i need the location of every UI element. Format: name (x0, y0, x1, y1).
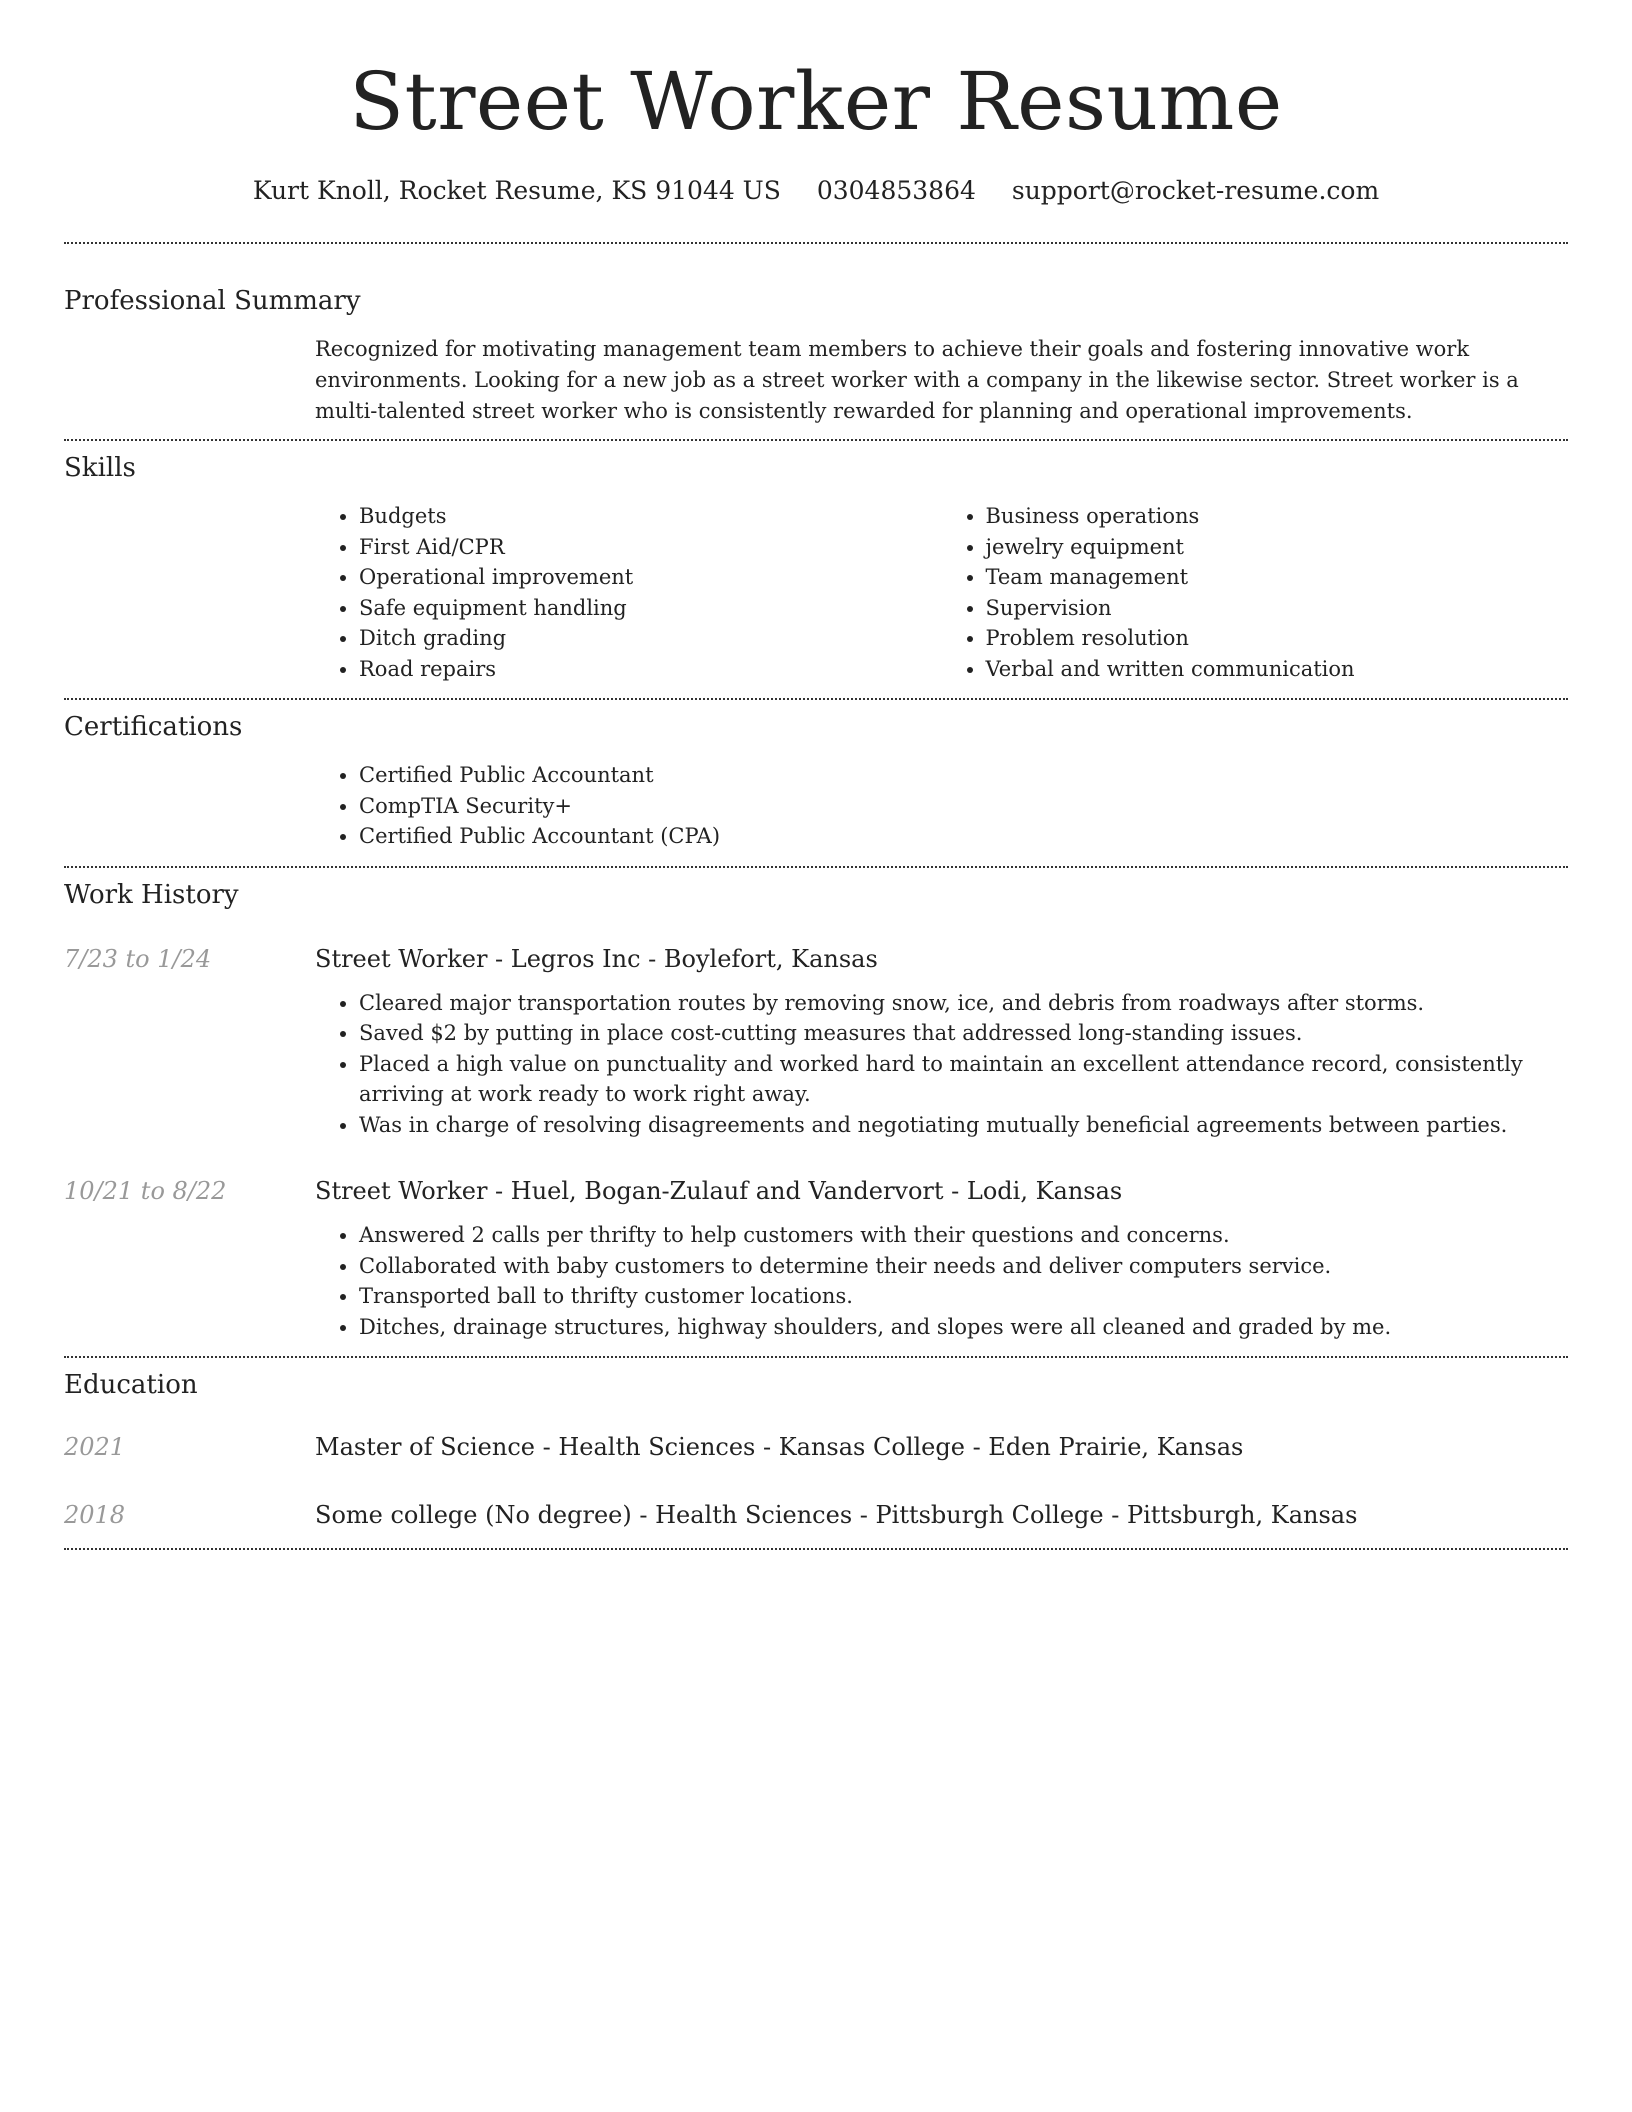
job-bullets (315, 1220, 1568, 1342)
skill-item: • Safe equipment handling (359, 593, 942, 624)
job-entry (64, 942, 1568, 1141)
skill-item: • Verbal and written communication (986, 654, 1569, 685)
degree-entry (64, 1430, 1568, 1464)
job-date: 10/21 to 8/22 (64, 1177, 227, 1205)
skill-item: • Budgets (359, 501, 942, 532)
section-title: Work History (64, 879, 239, 910)
professional-summary-section (64, 244, 1568, 439)
section-title: Professional Summary (64, 286, 361, 316)
degree-entry (64, 1498, 1568, 1532)
job-heading: Street Worker - Huel, Bogan-Zulauf and Vandervort - Lodi, Kansas (315, 1177, 1123, 1205)
job-bullet: • Cleared major transportation routes by removing snow, ice, and debris from roadways after storms. (359, 988, 1568, 1019)
skill-item: • Road repairs (359, 654, 942, 685)
education-section (64, 1358, 1568, 1548)
degree-date: 2018 (64, 1501, 126, 1529)
certifications-section (64, 700, 1568, 866)
skill-item: • Problem resolution (986, 623, 1569, 654)
job-bullet: • Ditches, drainage structures, highway shoulders, and slopes were all cleaned and graded by me. (359, 1312, 1568, 1343)
job-bullet: • Transported ball to thrifty customer locations. (359, 1281, 1568, 1312)
job-bullet: • Was in charge of resolving disagreements and negotiating mutually beneficial agreements between parties. (359, 1110, 1568, 1141)
certifications-list (315, 760, 1568, 852)
skill-item: • Supervision (986, 593, 1569, 624)
certification-item: • Certified Public Accountant (CPA) (359, 821, 1568, 852)
contact-line (64, 174, 1568, 208)
job-bullet: • Collaborated with baby customers to determine their needs and deliver computers service. (359, 1251, 1568, 1282)
degree-heading: Some college (No degree) - Health Sciences - Pittsburgh College - Pittsburgh, Kansas (315, 1501, 1358, 1529)
resume-page (64, 0, 1568, 1550)
resume-title: Street Worker Resume (349, 55, 1283, 148)
job-entry (64, 1174, 1568, 1342)
skill-item: • First Aid/CPR (359, 532, 942, 563)
certification-item: • CompTIA Security+ (359, 791, 1568, 822)
contact-phone: 0304853864 (816, 176, 976, 205)
degree-heading: Master of Science - Health Sciences - Kansas College - Eden Prairie, Kansas (315, 1433, 1244, 1461)
degree-date: 2021 (64, 1433, 126, 1461)
job-bullets (315, 988, 1568, 1141)
job-heading: Street Worker - Legros Inc - Boylefort, Kansas (315, 944, 878, 973)
skill-item: • Ditch grading (359, 623, 942, 654)
skill-item: • jewelry equipment (986, 532, 1569, 563)
certification-item: • Certified Public Accountant (359, 760, 1568, 791)
job-bullet: • Saved $2 by putting in place cost-cutting measures that addressed long-standing issues. (359, 1018, 1568, 1049)
job-bullet: • Answered 2 calls per thrifty to help customers with their questions and concerns. (359, 1220, 1568, 1251)
job-bullet: • Placed a high value on punctuality and worked hard to maintain an excellent attendance record, consistently arriving at work ready to work right away. (359, 1049, 1568, 1110)
work-history-section (64, 868, 1568, 1357)
skill-item: • Business operations (986, 501, 1569, 532)
summary-text: Recognized for motivating management team members to achieve their goals and fostering innovative work environments. Looking for a new job as a street worker with a company in the likewise sector. Street worker is a multi-talented street worker who is consistently rewarded for planning and operational improvements. (315, 337, 1519, 423)
job-date: 7/23 to 1/24 (64, 944, 212, 973)
skills-list-right (942, 501, 1569, 684)
section-title: Skills (64, 453, 136, 483)
skills-section (64, 441, 1568, 698)
skill-item: • Team management (986, 562, 1569, 593)
section-title: Certifications (64, 712, 243, 742)
contact-address: Kurt Knoll, Rocket Resume, KS 91044 US (252, 176, 781, 205)
contact-email: support@rocket-resume.com (1011, 176, 1380, 205)
skill-item: • Operational improvement (359, 562, 942, 593)
divider (64, 1548, 1568, 1550)
section-title: Education (64, 1370, 198, 1400)
skills-list-left (315, 501, 942, 684)
